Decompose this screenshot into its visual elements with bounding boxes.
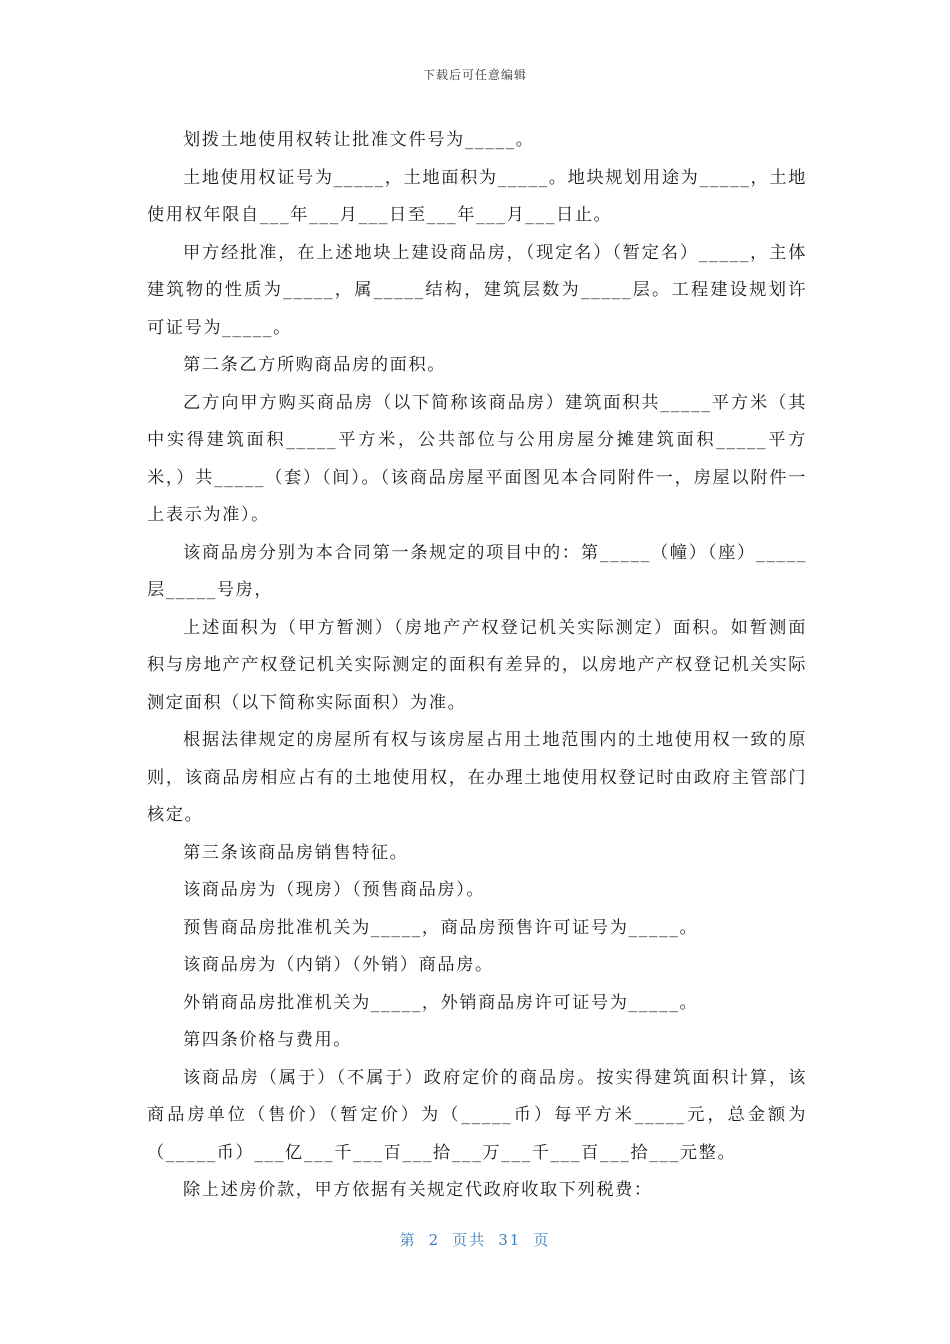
- footer-page-number: 2: [428, 1231, 441, 1249]
- paragraph: 该商品房为（现房）（预售商品房）。: [183, 880, 486, 900]
- page-footer: [0, 1229, 950, 1250]
- paragraph: 土地使用权证号为_____，土地面积为_____。地块规划用途为_____，土地使用权年限自___年___月___日至___年___月___日止。: [147, 167, 807, 225]
- section-heading-article-3: 第三条该商品房销售特征。: [183, 842, 409, 863]
- paragraph: 除上述房价款，甲方依据有关规定代政府收取下列税费：: [183, 1180, 653, 1200]
- paragraph: 该商品房为（内销）（外销）商品房。: [183, 955, 494, 975]
- paragraph: 预售商品房批准机关为_____，商品房预售许可证号为_____。: [183, 917, 699, 938]
- paragraph: 乙方向甲方购买商品房（以下简称该商品房）建筑面积共_____平方米（其中实得建筑面积_____平方米，公共部位与公用房屋分摊建筑面积_____平方米，）共_____（套）（间）。（该商品房屋平面图见本合同附件一，房屋以附件一上表示为准）。: [147, 392, 807, 525]
- section-heading-article-2: 第二条乙方所购商品房的面积。: [183, 355, 447, 375]
- paragraph: 划拨土地使用权转让批准文件号为_____。: [183, 130, 535, 150]
- footer-mid: 页共: [452, 1231, 487, 1249]
- document-body: [147, 122, 807, 1210]
- footer-total-pages: 31: [498, 1231, 522, 1249]
- footer-prefix: 第: [399, 1231, 417, 1249]
- paragraph: 该商品房分别为本合同第一条规定的项目中的：第_____（幢）（座）_____层_____号房，: [147, 542, 807, 600]
- paragraph: 外销商品房批准机关为_____，外销商品房许可证号为_____。: [183, 992, 699, 1013]
- footer-suffix: 页: [533, 1231, 551, 1249]
- page-header-note: 下载后可任意编辑: [422, 68, 527, 82]
- paragraph: 甲方经批准，在上述地块上建设商品房，（现定名）（暂定名）_____，主体建筑物的性质为_____，属_____结构，建筑层数为_____层。工程建设规划许可证号为_____。: [147, 242, 807, 338]
- paragraph: 根据法律规定的房屋所有权与该房屋占用土地范围内的土地使用权一致的原则，该商品房相应占有的土地使用权，在办理土地使用权登记时由政府主管部门核定。: [147, 730, 807, 825]
- paragraph: 上述面积为（甲方暂测）（房地产产权登记机关实际测定）面积。如暂测面积与房地产产权登记机关实际测定的面积有差异的，以房地产产权登记机关实际测定面积（以下简称实际面积）为准。: [147, 617, 807, 713]
- paragraph: 该商品房（属于）（不属于）政府定价的商品房。按实得建筑面积计算，该商品房单位（售价）（暂定价）为（_____币）每平方米_____元，总金额为（_____币）___亿___千___百___拾___万___千___百___拾___元整。: [147, 1067, 807, 1163]
- section-heading-article-4: 第四条价格与费用。: [183, 1030, 353, 1050]
